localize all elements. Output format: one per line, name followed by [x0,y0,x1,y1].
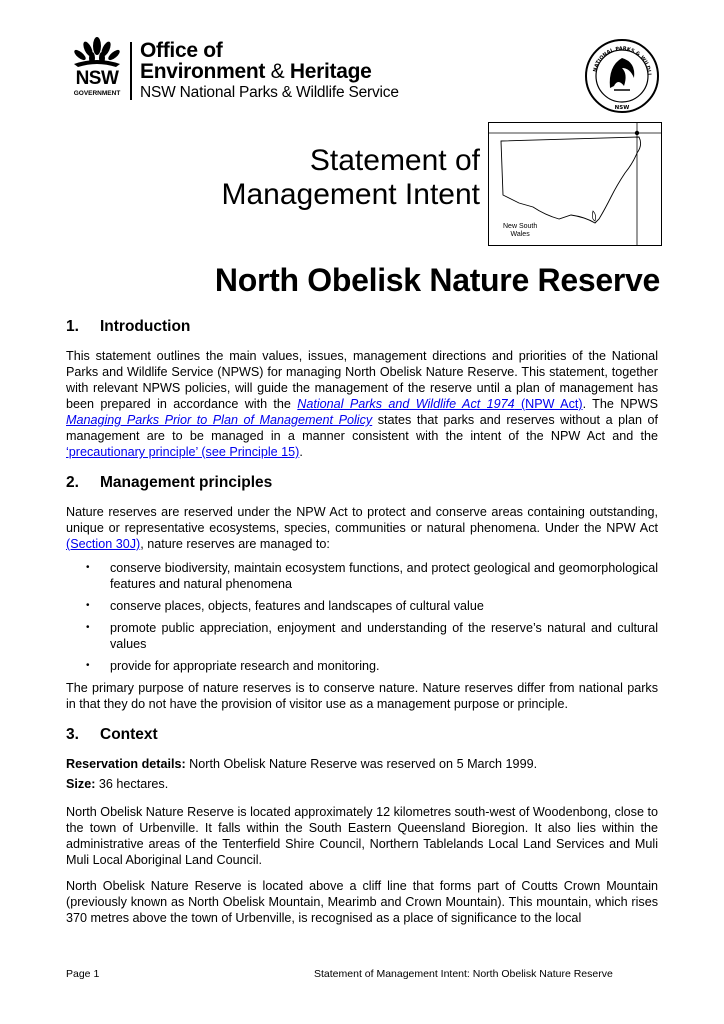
section-heading-management-principles: 2. Management principles [66,474,273,491]
npw-act-link[interactable]: National Parks and Wildlife Act 1974 (NPW Act) [297,397,583,411]
map-label: New South Wales [503,223,538,238]
managing-parks-policy-link[interactable]: Managing Parks Prior to Plan of Management Policy [66,413,373,427]
nsw-logo-text: NSW [75,68,119,89]
section-heading-introduction: 1. Introduction [66,318,191,335]
nsw-government-logo [66,36,128,102]
principles-purpose-paragraph: The primary purpose of nature reserves is to conserve nature. Nature reserves differ from national parks in that they do not have the provision of visitor use as a management purpose or principle. [66,681,658,711]
reserve-location-marker [635,131,639,135]
list-item: • conserve biodiversity, maintain ecosystem functions, and protect geological and geomorphological features and natural phenomena [66,560,658,592]
header-divider [130,42,132,100]
document-body [66,318,658,936]
page-number: Page 1 [66,968,100,980]
running-title: Statement of Management Intent: North Obelisk Nature Reserve [314,968,613,980]
section-30j-link[interactable]: (Section 30J) [66,537,141,551]
reserve-size: Size: 36 hectares. [66,777,169,791]
org-line-1: Office of [140,39,223,62]
nsw-logo-subtext: GOVERNMENT [73,90,121,97]
npws-seal-logo [584,38,660,114]
context-mountain-paragraph: North Obelisk Nature Reserve is located above a cliff line that forms part of Coutts Crown Mountain (previously known as North Obelisk Mountain, Mearimb and Crown Mountain). This mountain, which rises 370 metres above the town of Urbenville, is recognised as a place of significance to the local [66,879,658,925]
document-title [221,144,480,212]
org-line-2: Environment & Heritage [140,60,372,83]
list-item: • promote public appreciation, enjoyment and understanding of the reserve’s natural and cultural values [66,620,658,652]
org-line-3: NSW National Parks & Wildlife Service [140,84,399,101]
reserve-title: North Obelisk Nature Reserve [214,262,660,298]
section-heading-context: 3. Context [66,726,158,743]
location-map [488,122,662,246]
document-title-line-1: Statement of [309,144,480,177]
precautionary-principle-link[interactable]: ‘precautionary principle’ (see Principle 15) [66,445,300,459]
list-item: • provide for appropriate research and monitoring. [66,658,658,674]
document-title-line-2: Management Intent [221,178,480,212]
seal-text: NATIONAL PARKS & WILDLI [592,45,652,76]
principles-paragraph: Nature reserves are reserved under the NPW Act to protect and conserve areas containing outstanding, unique or representative ecosystems, species, communities or natural phenomena. Under the NPW Act (Section 30J), nature reserves are managed to: [66,505,658,551]
context-location-paragraph: North Obelisk Nature Reserve is located approximately 12 kilometres south-west of Woodenbong, close to the town of Urbenville. It falls within the South Eastern Queensland Bioregion. It also lies within the administrative areas of the Tenterfield Shire Council, Northern Tablelands Local Land Services and Muli Muli Local Aboriginal Land Council. [66,805,658,867]
lyrebird-seal-icon [584,38,660,114]
principles-list [66,560,658,674]
seal-bottom-text: NSW [614,105,630,111]
organisation-name [140,40,399,101]
reservation-details: Reservation details: North Obelisk Nature Reserve was reserved on 5 March 1999. [66,757,538,771]
list-item: • conserve places, objects, features and landscapes of cultural value [66,598,658,614]
introduction-paragraph: This statement outlines the main values, issues, management directions and priorities of the National Parks and Wildlife Service (NPWS) for managing North Obelisk Nature Reserve. This statement, together with relevant NPWS policies, will guide the management of the reserve until a plan of management has been prepared in accordance with the National Parks and Wildlife Act 1974 (NPW Act). The NPWS Managing Parks Prior to Plan of Management Policy states that parks and reserves without a plan of management are to be managed in a manner consistent with the intent of the NPW Act and the ‘precautionary principle’ (see Principle 15). [66,349,658,459]
